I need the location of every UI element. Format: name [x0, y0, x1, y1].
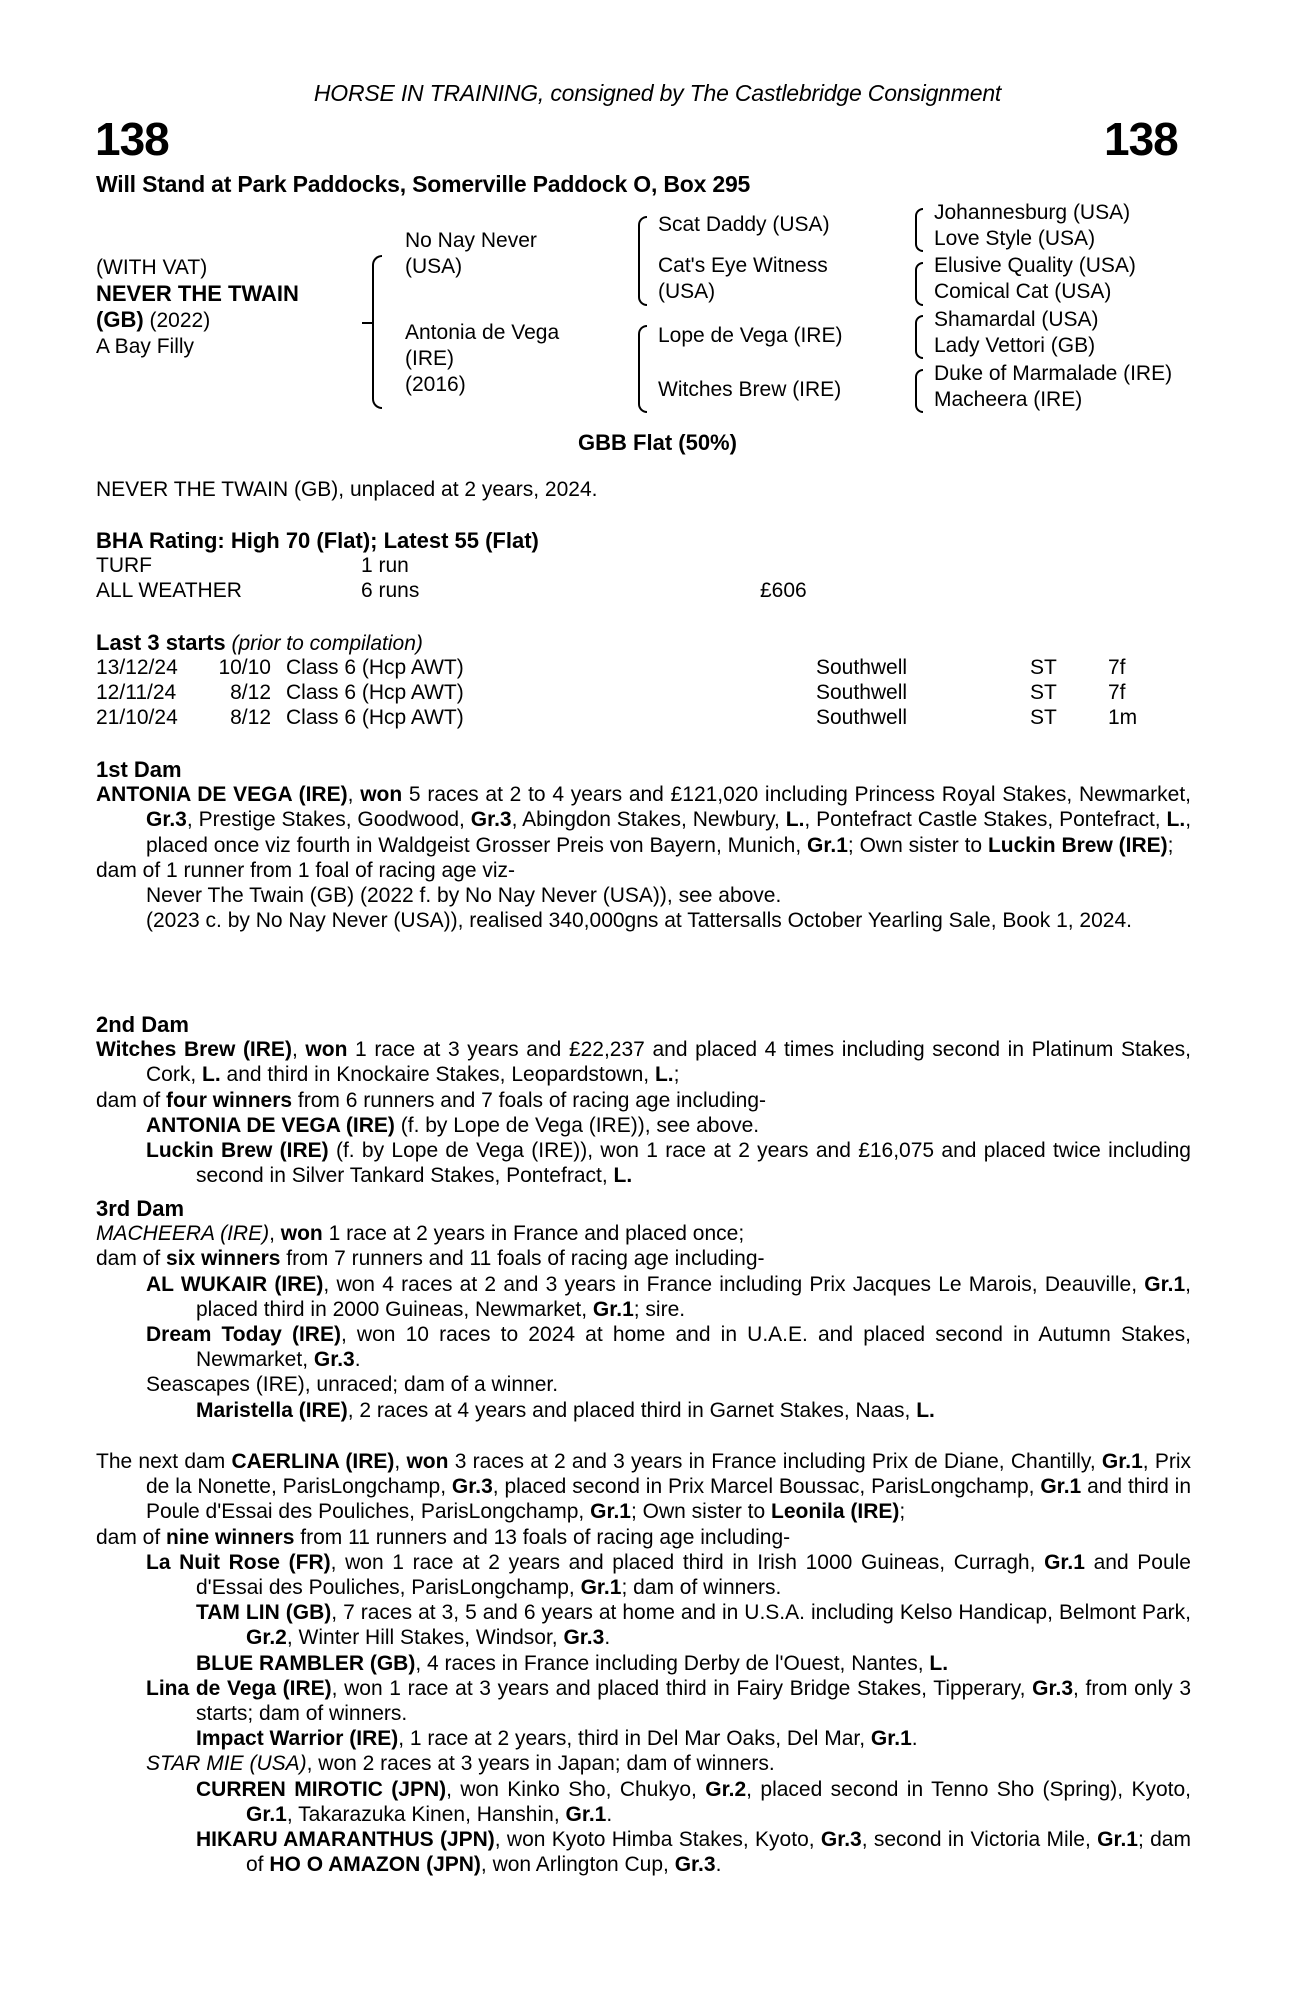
grade: Gr.1: [246, 1802, 287, 1826]
second-dam-name: Witches Brew (IRE): [96, 1038, 292, 1062]
text: , Winter Hill Stakes, Windsor,: [286, 1626, 564, 1650]
g3-2: Love Style (USA): [934, 227, 1096, 250]
won-label: won: [406, 1450, 449, 1473]
grade: Gr.1: [1040, 1475, 1082, 1499]
text: , won Arlington Cup,: [480, 1853, 675, 1877]
text: 1 race at 2 years in France and placed once;: [322, 1222, 745, 1246]
next-dam-grand-progeny-1: [96, 1600, 1191, 1650]
text: ; dam of winners.: [621, 1576, 782, 1600]
sire-sire: Scat Daddy (USA): [658, 213, 830, 236]
start-going: ST: [1030, 706, 1057, 729]
grade: Gr.1: [580, 1576, 622, 1600]
dam-name: Antonia de Vega: [405, 321, 560, 344]
text: The next dam: [96, 1450, 232, 1473]
first-dam-dam-of: dam of 1 runner from 1 foal of racing age viz-: [96, 858, 516, 882]
second-dam-section: [96, 1012, 1191, 1188]
last-starts-title: Last 3 starts: [96, 630, 226, 655]
sire-dam-country: (USA): [658, 280, 716, 303]
start-course: Southwell: [816, 656, 908, 679]
first-dam-section: [96, 757, 1191, 933]
g3-1: Johannesburg (USA): [934, 201, 1131, 224]
horse-country-year: [96, 307, 299, 334]
dam-dam: Witches Brew (IRE): [658, 378, 842, 401]
progeny-name: Impact Warrior (IRE): [196, 1727, 399, 1751]
start-going: ST: [1030, 656, 1057, 679]
grade: Gr.1: [1144, 1272, 1186, 1296]
third-dam-title: 3rd Dam: [96, 1196, 185, 1221]
text: .: [715, 1853, 722, 1877]
lot-number-left: 138: [95, 113, 169, 165]
start-course: Southwell: [816, 706, 908, 729]
text: , placed second in Prix Marcel Boussac, ParisLongchamp,: [492, 1475, 1041, 1499]
progeny-name: Luckin Brew (IRE): [146, 1139, 329, 1163]
text: ;: [899, 1500, 906, 1524]
grade: Gr.1: [565, 1802, 607, 1826]
grade: Gr.3: [451, 1475, 493, 1499]
text: ;: [1167, 833, 1174, 857]
text: 5 races at 2 to 4 years and £121,020 including Princess Royal Stakes, Newmarket,: [402, 783, 1192, 807]
text: dam of: [96, 1247, 167, 1271]
last-starts-note: (prior to compilation): [231, 632, 423, 655]
start-race: Class 6 (Hcp AWT): [286, 681, 464, 704]
text: and Poule d'Essai des Pouliches, ParisLongchamp,: [196, 1550, 1191, 1600]
text: dam of: [96, 1088, 167, 1112]
winners-count: nine winners: [166, 1525, 295, 1549]
grade: Gr.3: [470, 808, 512, 832]
g3-brace-2: [915, 262, 923, 306]
progeny-name: Maristella (IRE): [196, 1398, 348, 1422]
progeny-name: HIKARU AMARANTHUS (JPN): [196, 1828, 495, 1852]
text: , 4 races in France including Derby de l'Ouest, Nantes,: [415, 1651, 930, 1675]
text: , won 10 races to 2024 at home and in U.A.E. and placed second in Autumn Stakes, Newmarket,: [196, 1323, 1191, 1372]
text: , won 1 race at 3 years and placed third in Fairy Bridge Stakes, Tipperary,: [331, 1676, 1033, 1700]
text: 1 race at 3 years and £22,237 and placed 4 times including second in Platinum Stakes, Cork,: [146, 1038, 1191, 1087]
progeny-name: CURREN MIROTIC (JPN): [196, 1777, 447, 1801]
brace-point: [362, 322, 372, 324]
grade: L.: [1166, 808, 1186, 832]
text: (f. by Lope de Vega (IRE)), see above.: [394, 1113, 760, 1137]
aw-runs: 6 runs: [361, 579, 420, 602]
turf-runs: 1 run: [361, 554, 409, 577]
grade: Gr.2: [705, 1777, 747, 1801]
grade: Gr.3: [313, 1348, 355, 1372]
text: , placed second in Tenno Sho (Spring), Kyoto,: [746, 1777, 1191, 1801]
g3-brace-4: [915, 369, 923, 413]
sire-country: (USA): [405, 255, 463, 278]
next-dam-progeny-1: [96, 1550, 1191, 1600]
sale-header: HORSE IN TRAINING, consigned by The Castlebridge Consignment: [313, 80, 1002, 106]
grade: L.: [916, 1398, 935, 1422]
text: , Prestige Stakes, Goodwood,: [186, 808, 471, 832]
start-date: 21/10/24: [96, 706, 178, 729]
dam-sire: Lope de Vega (IRE): [658, 324, 843, 347]
aw-label: ALL WEATHER: [96, 579, 242, 602]
dam-year: (2016): [405, 373, 466, 396]
text: , 7 races at 3, 5 and 6 years at home and in U.S.A. including Kelso Handicap, Belmont Park,: [331, 1601, 1191, 1625]
horse-year: (2022): [149, 309, 211, 332]
text: .: [604, 1626, 611, 1650]
text: , won Kyoto Himba Stakes, Kyoto,: [494, 1828, 821, 1852]
start-date: 13/12/24: [96, 656, 178, 679]
grade: Gr.1: [1097, 1828, 1138, 1852]
grade: Gr.1: [870, 1727, 912, 1751]
third-dam-section: [96, 1196, 1191, 1423]
start-pos: 8/12: [230, 681, 271, 704]
progeny-name: HO O AMAZON (JPN): [269, 1853, 481, 1877]
text: and third in Knockaire Stakes, Leopardstown,: [220, 1063, 655, 1087]
progeny-name: AL WUKAIR (IRE): [146, 1272, 324, 1296]
g3-brace-1: [915, 208, 923, 252]
grade: Gr.1: [592, 1297, 634, 1321]
next-dam-grand-progeny-5: [96, 1827, 1191, 1877]
start-date: 12/11/24: [96, 681, 177, 704]
start-pos: 8/12: [230, 706, 271, 729]
grade: Gr.2: [246, 1626, 287, 1650]
progeny-name: TAM LIN (GB): [196, 1601, 332, 1625]
first-dam-progeny-1: Never The Twain (GB) (2022 f. by No Nay Never (USA)), see above.: [146, 884, 782, 908]
grade: L.: [654, 1063, 674, 1087]
sire-brace: [638, 216, 647, 306]
dam-brace: [638, 325, 647, 413]
sire-name: No Nay Never: [405, 229, 537, 252]
next-dam-dam-of: [96, 1525, 1191, 1550]
sire: [405, 228, 537, 280]
horse-description: A Bay Filly: [96, 335, 195, 358]
horse-name: NEVER THE TWAIN: [96, 281, 299, 306]
progeny-name: Dream Today (IRE): [146, 1323, 341, 1347]
won-label: won: [280, 1222, 323, 1246]
sister-name: Leonila (IRE): [771, 1500, 900, 1524]
second-dam-record: Witches Brew (IRE), won 1 race at 3 years and £22,237 and placed 4 times including second in Platinum Stakes, Cork, L. and third in Knockaire Stakes, Leopardstown, L.;: [96, 1038, 1191, 1087]
grade: Gr.1: [1044, 1550, 1085, 1574]
grade: L.: [613, 1164, 633, 1188]
next-dam-name: CAERLINA (IRE): [231, 1450, 395, 1473]
g3-brace-3: [915, 315, 923, 359]
third-dam-progeny-2: [96, 1322, 1191, 1372]
next-dam-grand-progeny-2: [96, 1651, 1191, 1676]
grade: Gr.1: [807, 833, 848, 857]
text: , 1 race at 2 years, third in Del Mar Oaks, Del Mar,: [398, 1727, 871, 1751]
last-starts-heading: [96, 630, 423, 656]
dam-country: (IRE): [405, 347, 454, 370]
g3-4: Comical Cat (USA): [934, 280, 1112, 303]
start-dist: 7f: [1108, 681, 1126, 704]
third-dam-name: MACHEERA (IRE): [96, 1222, 270, 1246]
text: , Prix de la Nonette, ParisLongchamp,: [146, 1450, 1192, 1499]
g3-7: Duke of Marmalade (IRE): [934, 362, 1173, 385]
text: dam of: [96, 1525, 167, 1549]
grade: Gr.3: [563, 1626, 605, 1650]
text: ;: [673, 1063, 680, 1087]
sire-dam: [658, 253, 828, 305]
text: , Abingdon Stakes, Newbury,: [511, 808, 786, 832]
sister-name: Luckin Brew (IRE): [987, 833, 1168, 857]
text: .: [354, 1348, 361, 1372]
pedigree-brace: [372, 255, 382, 409]
text: , placed once viz fourth in Waldgeist Grosser Preis von Bayern, Munich,: [146, 808, 1192, 857]
winners-count: four winners: [166, 1088, 293, 1112]
third-dam-grand-progeny: [96, 1398, 1191, 1423]
start-race: Class 6 (Hcp AWT): [286, 656, 464, 679]
text: 3 races at 2 and 3 years in France including Prix de Diane, Chantilly,: [448, 1450, 1102, 1473]
text: , 2 races at 4 years and placed third in Garnet Stakes, Naas,: [347, 1398, 917, 1422]
text: , from only 3 starts; dam of winners.: [196, 1676, 1191, 1726]
stand-location: Will Stand at Park Paddocks, Somerville Paddock O, Box 295: [96, 171, 751, 197]
text: and third in Poule d'Essai des Pouliches, ParisLongchamp,: [146, 1475, 1191, 1524]
progeny-name: ANTONIA DE VEGA (IRE): [146, 1113, 395, 1137]
next-dam-grand-progeny-4: [96, 1777, 1191, 1827]
won-label: won: [305, 1038, 348, 1062]
first-dam-name: ANTONIA DE VEGA (IRE): [96, 783, 348, 807]
horse-country: (GB): [96, 307, 144, 332]
first-dam-title: 1st Dam: [96, 757, 182, 782]
g3-6: Lady Vettori (GB): [934, 334, 1096, 357]
text: , won 1 race at 2 years and placed third in Irish 1000 Guineas, Curragh,: [330, 1550, 1045, 1574]
progeny-name: BLUE RAMBLER (GB): [196, 1651, 416, 1675]
grade: L.: [785, 808, 805, 832]
progeny-name: STAR MIE (USA): [146, 1752, 307, 1776]
text: .: [911, 1727, 918, 1751]
winners-count: six winners: [166, 1247, 281, 1271]
second-dam-progeny-2: [96, 1138, 1191, 1188]
race-summary: NEVER THE TWAIN (GB), unplaced at 2 years, 2024.: [96, 478, 598, 501]
text: , placed third in 2000 Guineas, Newmarket,: [196, 1272, 1192, 1321]
start-dist: 7f: [1108, 656, 1126, 679]
next-dam-progeny-2: [96, 1676, 1191, 1726]
text: , won 2 races at 3 years in Japan; dam of winners.: [306, 1752, 775, 1776]
text: , second in Victoria Mile,: [861, 1828, 1098, 1852]
text: , won Kinko Sho, Chukyo,: [446, 1777, 706, 1801]
text: .: [606, 1802, 613, 1826]
second-dam-title: 2nd Dam: [96, 1012, 189, 1037]
grade: L.: [202, 1063, 221, 1087]
g3-5: Shamardal (USA): [934, 308, 1099, 331]
text: from 7 runners and 11 foals of racing age including-: [280, 1247, 765, 1271]
text: ; dam of: [246, 1828, 1191, 1877]
grade: Gr.3: [146, 808, 187, 832]
next-dam-section: [96, 1449, 1191, 1877]
progeny-name: Lina de Vega (IRE): [146, 1676, 332, 1700]
first-dam-record: ANTONIA DE VEGA (IRE), won 5 races at 2 to 4 years and £121,020 including Princess Royal Stakes, Newmarket, Gr.3, Prestige Stakes, Goodwood, Gr.3, Abingdon Stakes, Newbury, L., Pontefract Castle Stakes, Pontefract, L., placed once viz fourth in Waldgeist Grosser Preis von Bayern, Munich, Gr.1; Own sister to Luckin Brew (IRE);: [96, 783, 1192, 857]
grade: Gr.1: [1101, 1450, 1143, 1473]
progeny-name: La Nuit Rose (FR): [146, 1550, 331, 1574]
aw-prize: £606: [760, 579, 807, 602]
text: (f. by Lope de Vega (IRE)), won 1 race at 2 years and £16,075 and placed twice including second in Silver Tankard Stakes, Pontefract,: [196, 1139, 1191, 1188]
text: from 11 runners and 13 foals of racing age including-: [294, 1525, 791, 1549]
second-dam-dam-of: [96, 1088, 1191, 1113]
start-course: Southwell: [816, 681, 908, 704]
text: , won 4 races at 2 and 3 years in France including Prix Jacques Le Marois, Deauville,: [323, 1272, 1145, 1296]
text: , Takarazuka Kinen, Hanshin,: [286, 1802, 566, 1826]
next-dam-progeny-3: [96, 1751, 1191, 1776]
start-pos: 10/10: [218, 656, 271, 679]
grade: Gr.3: [674, 1853, 716, 1877]
third-dam-dam-of: [96, 1246, 1191, 1271]
sire-dam-name: Cat's Eye Witness: [658, 254, 828, 277]
text: from 6 runners and 7 foals of racing age including-: [292, 1088, 766, 1112]
start-dist: 1m: [1108, 706, 1138, 729]
start-going: ST: [1030, 681, 1057, 704]
grade: L.: [929, 1651, 949, 1675]
second-dam-progeny-1: [96, 1113, 1191, 1138]
start-race: Class 6 (Hcp AWT): [286, 706, 464, 729]
third-dam-record: MACHEERA (IRE), won 1 race at 2 years in France and placed once;: [96, 1222, 745, 1246]
next-dam-grand-progeny-3: [96, 1726, 1191, 1751]
bha-rating: BHA Rating: High 70 (Flat); Latest 55 (Flat): [96, 528, 539, 553]
g3-3: Elusive Quality (USA): [934, 254, 1136, 277]
lot-number-right: 138: [1104, 113, 1178, 165]
vat-label: (WITH VAT): [96, 256, 208, 279]
turf-label: TURF: [96, 554, 152, 577]
gbb-label: GBB Flat (50%): [578, 430, 737, 455]
grade: Gr.3: [1032, 1676, 1074, 1700]
horse-block: [96, 255, 299, 360]
next-dam-record: The next dam CAERLINA (IRE), won 3 races at 2 and 3 years in France including Prix de Diane, Chantilly, Gr.1, Prix de la Nonette, ParisLongchamp, Gr.3, placed second in Prix Marcel Boussac, ParisLongchamp, Gr.1 and third in Poule d'Essai des Pouliches, ParisLongchamp, Gr.1; Own sister to Leonila (IRE);: [96, 1450, 1192, 1524]
text: ; sire.: [633, 1297, 686, 1321]
g3-8: Macheera (IRE): [934, 388, 1083, 411]
text: ; Own sister to: [630, 1500, 772, 1524]
dam: [405, 320, 559, 398]
grade: Gr.1: [590, 1500, 631, 1524]
first-dam-progeny-2: (2023 c. by No Nay Never (USA)), realised 340,000gns at Tattersalls October Yearling Sale, Book 1, 2024.: [146, 909, 1132, 933]
grade: Gr.3: [820, 1828, 862, 1852]
third-dam-progeny-1: [96, 1272, 1191, 1322]
third-dam-progeny-3: Seascapes (IRE), unraced; dam of a winner.: [146, 1373, 559, 1397]
text: , Pontefract Castle Stakes, Pontefract,: [804, 808, 1167, 832]
won-label: won: [360, 783, 403, 807]
text: ; Own sister to: [847, 833, 988, 857]
